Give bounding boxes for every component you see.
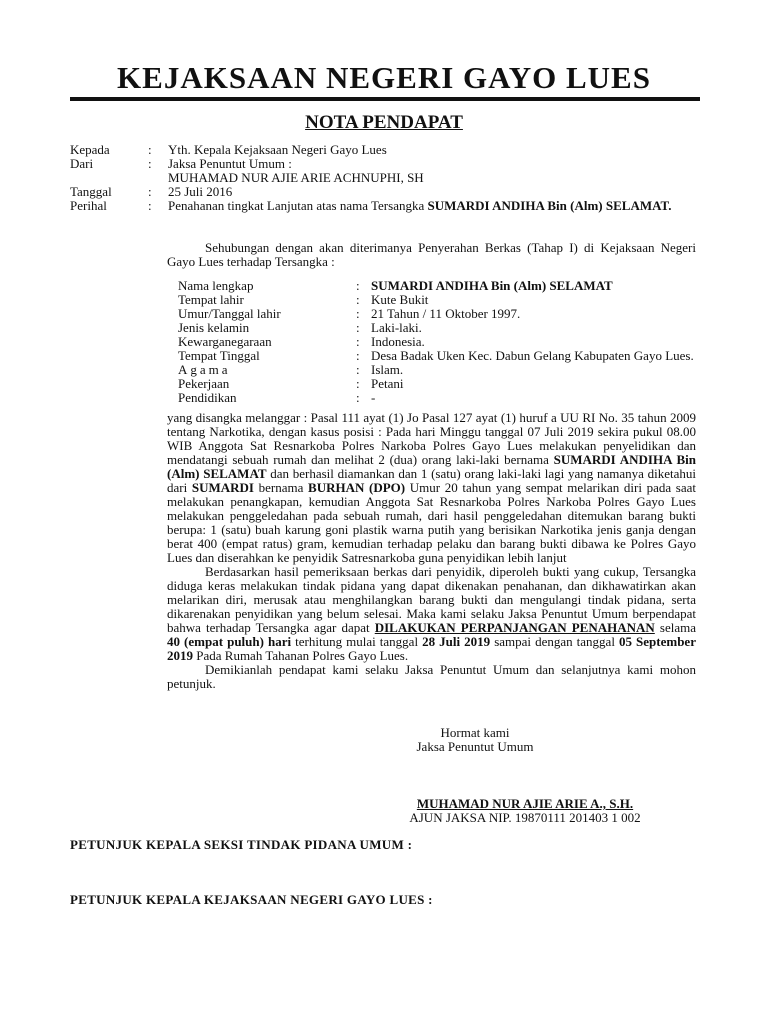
instruction-kajari: PETUNJUK KEPALA KEJAKSAAN NEGERI GAYO LUES : (70, 892, 433, 907)
colon: : (356, 320, 360, 335)
conclusion-bold: 40 (empat puluh) hari (167, 634, 292, 649)
dari-row (70, 157, 696, 171)
case-paragraph (167, 411, 696, 565)
colon: : (356, 334, 360, 349)
memo-body (167, 241, 696, 691)
identity-label: Tempat Tinggal (178, 348, 260, 363)
case-text: yang disangka melanggar : Pasal 111 ayat (1) Jo Pasal 127 ayat (1) huruf a UU RI No. 35 tahun 2009 tentang Narkotika, dengan kasus posisi : Pada hari Minggu tanggal 07 Juli 2019 sekira pukul 08.00 WIB Anggota Sat Resnarkoba Polres Narkoba Polres Gayo Lues melakukan penyelidikan dan mendatangi sebuah rumah dan melihat 2 (dua) orang laki-laki bernama (167, 410, 696, 467)
identity-value: Islam. (371, 362, 404, 377)
identity-row-kewarganegaraan (178, 335, 696, 349)
case-bold: SUMARDI (191, 480, 254, 495)
colon: : (356, 278, 360, 293)
identity-value: Laki-laki. (371, 320, 422, 335)
document-title: NOTA PENDAPAT (305, 112, 463, 133)
closing-paragraph: Demikianlah pendapat kami selaku Jaksa Penuntut Umum dan selanjutnya kami mohon petunjuk. (167, 662, 696, 691)
identity-label: Jenis kelamin (178, 320, 250, 335)
signer-block (360, 797, 690, 825)
colon: : (356, 306, 360, 321)
colon: : (356, 348, 360, 363)
perihal-value (168, 199, 696, 213)
conclusion-text: terhitung mulai tanggal (291, 634, 423, 649)
tanggal-row (70, 185, 696, 199)
identity-row-pekerjaan (178, 377, 696, 391)
signer-nip: AJUN JAKSA NIP. 19870111 201403 1 002 (409, 810, 641, 825)
colon: : (356, 376, 360, 391)
colon: : (148, 156, 152, 171)
colon: : (356, 362, 360, 377)
conclusion-paragraph (167, 565, 696, 663)
identity-label: Nama lengkap (178, 278, 254, 293)
conclusion-text: Pada Rumah Tahanan Polres Gayo Lues. (193, 648, 409, 663)
kepada-row (70, 143, 696, 157)
instruction-kasi-pidum: PETUNJUK KEPALA SEKSI TINDAK PIDANA UMUM : (70, 837, 413, 852)
identity-row-agama (178, 363, 696, 377)
kepada-value: Yth. Kepala Kejaksaan Negeri Gayo Lues (168, 142, 387, 157)
conclusion-text: Berdasarkan hasil pemeriksaan berkas dari penyidik, diperoleh bukti yang cukup, Tersangka diduga keras melakukan tindak pidana yang dapat dikenakan penahanan, dan dikhawatirkan akan melarikan diri, merusak atau menghilangkan barang bukti dan mengulangi tindak pidana, serta dikarenakan penyidikan yang belum selesai. Maka kami selaku Jaksa Penuntut Umum berpendapat bahwa terhadap Tersangka agar dapat (167, 564, 696, 635)
intro-paragraph: Sehubungan dengan akan diterimanya Penyerahan Berkas (Tahap I) di Kejaksaan Negeri Gayo Lues terhadap Tersangka : (167, 240, 696, 269)
identity-value: Indonesia. (371, 334, 425, 349)
dari-label: Dari (70, 156, 94, 171)
conclusion-bold-underline: DILAKUKAN PERPANJANGAN PENAHANAN (374, 620, 655, 635)
case-text: bernama (253, 480, 309, 495)
colon: : (356, 292, 360, 307)
perihal-label: Perihal (70, 198, 107, 213)
perihal-text: Penahanan tingkat Lanjutan atas nama Tersangka (168, 198, 428, 213)
identity-value: Kute Bukit (371, 292, 429, 307)
identity-label: Pekerjaan (178, 376, 230, 391)
case-bold: SUMARDI ANDIHA Bin (Alm) SELAMAT (167, 452, 696, 481)
colon: : (148, 142, 152, 157)
signer-role: Jaksa Penuntut Umum (416, 739, 534, 754)
identity-label: Tempat lahir (178, 292, 244, 307)
suspect-identity-table (178, 279, 696, 405)
conclusion-text: selama (654, 620, 696, 635)
identity-label: Kewarganegaraan (178, 334, 272, 349)
memo-header (70, 143, 696, 213)
identity-label: Umur/Tanggal lahir (178, 306, 281, 321)
dari-name-row (70, 171, 696, 185)
identity-row-tempat-lahir (178, 293, 696, 307)
kepada-label: Kepada (70, 142, 110, 157)
identity-value: 21 Tahun / 11 Oktober 1997. (371, 306, 521, 321)
case-bold: BURHAN (DPO) (308, 480, 406, 495)
dari-value: Jaksa Penuntut Umum : (168, 156, 292, 171)
case-text: dan berhasil diamankan dan 1 (satu) orang laki-laki lagi yang namanya diketahui dari (167, 466, 697, 495)
prosecutor-name: MUHAMAD NUR AJIE ARIE ACHNUPHI, SH (168, 170, 424, 185)
identity-value: Petani (371, 376, 404, 391)
identity-value: Desa Badak Uken Kec. Dabun Gelang Kabupaten Gayo Lues. (371, 348, 694, 363)
identity-row-jenis-kelamin (178, 321, 696, 335)
identity-value: - (371, 390, 376, 405)
colon: : (148, 184, 152, 199)
identity-row-pendidikan (178, 391, 696, 405)
perihal-row (70, 199, 696, 213)
signature-greeting-block (0, 726, 768, 754)
signer-name: MUHAMAD NUR AJIE ARIE A., S.H. (416, 796, 634, 811)
identity-row-tempat-tinggal (178, 349, 696, 363)
identity-label: Pendidikan (178, 390, 237, 405)
identity-value: SUMARDI ANDIHA Bin (Alm) SELAMAT (371, 278, 613, 293)
heading-rule (70, 97, 700, 101)
colon: : (356, 390, 360, 405)
greeting: Hormat kami (440, 725, 510, 740)
conclusion-text: sampai dengan tanggal (490, 634, 619, 649)
tanggal-value: 25 Juli 2016 (168, 184, 233, 199)
identity-label: Agama (178, 362, 231, 377)
identity-row-umur (178, 307, 696, 321)
conclusion-bold: 28 Juli 2019 (422, 634, 491, 649)
perihal-suspect-name: SUMARDI ANDIHA Bin (Alm) SELAMAT. (427, 198, 672, 213)
agency-heading: KEJAKSAAN NEGERI GAYO LUES (117, 60, 651, 95)
colon: : (148, 198, 152, 213)
tanggal-label: Tanggal (70, 184, 112, 199)
identity-row-nama (178, 279, 696, 293)
case-text: Umur 20 tahun yang sempat melarikan diri pada saat melakukan penangkapan, kemudian Anggota Sat Resnarkoba Polres Narkoba Polres Gayo Lues melakukan penggeledahan pada sebuah rumah, dari hasil penggeledahan ditemukan barang bukti berupa: 1 (satu) buah karung goni plastik warna putih yang berisikan Narkotika jenis ganja dengan berat 400 (empat ratus) gram, kemudian terhadap pelaku dan barang bukti dibawa ke Polres Gayo Lues dan diserahkan ke penyidik Satresnarkoba guna penyidikan lebih lanjut (167, 480, 696, 565)
conclusion-bold: 05 September 2019 (167, 634, 696, 663)
